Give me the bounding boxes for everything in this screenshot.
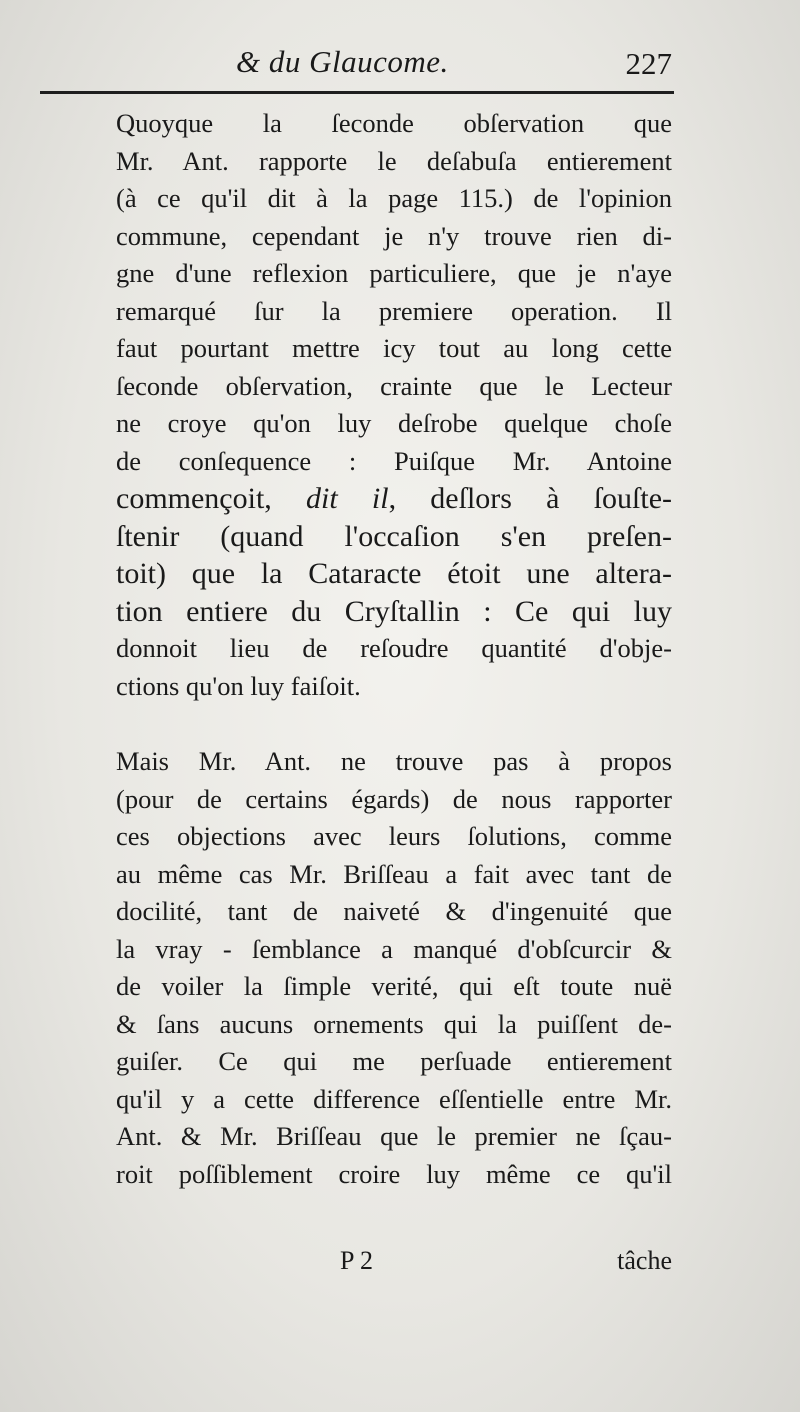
text-line-large: ſtenir (quand l'occaſion s'en preſen- [116, 519, 672, 553]
text-line: Ant. & Mr. Briſſeau que le premier ne ſçau- [116, 1121, 672, 1151]
text-line: docilité, tant de naiveté & d'ingenuité que [116, 896, 672, 926]
text-line: ctions qu'on luy faiſoit. [116, 670, 361, 701]
running-head: & du Glaucome. [236, 44, 449, 79]
text-line: donnoit lieu de reſoudre quantité d'obje- [116, 633, 672, 663]
text-line-large [44, 480, 672, 518]
text-line: Quoyque la ſeconde obſervation que [116, 108, 672, 138]
paragraph-1 [44, 105, 672, 705]
text-line: ſeconde obſervation, crainte que le Lecteur [116, 370, 672, 401]
text-fragment: commençoit, [116, 482, 272, 515]
text-line: roit poſſiblement croire luy même ce qu'il [116, 1158, 672, 1189]
text-line: (pour de certains égards) de nous rapporter [116, 783, 672, 814]
text-line: qu'il y a cette difference eſſentielle entre Mr. [116, 1083, 672, 1114]
text-line: ne croye qu'on luy deſrobe quelque choſe [116, 408, 672, 438]
catchword: tâche [617, 1246, 672, 1275]
paragraph-2 [44, 743, 672, 1193]
italic-fragment: dit il [306, 482, 389, 515]
text-line: de conſequence : Puiſque Mr. Antoine [116, 445, 672, 476]
text-line: Mais Mr. Ant. ne trouve pas à propos [116, 746, 672, 776]
page-number: 227 [625, 46, 672, 81]
text-line: & ſans aucuns ornements qui la puiſſent de- [116, 1008, 672, 1039]
body-text [44, 105, 672, 1193]
page-header [40, 44, 672, 90]
text-line: de voiler la ſimple verité, qui eſt toute nuë [116, 971, 672, 1001]
header-rule [40, 91, 674, 94]
text-line: gne d'une reflexion particuliere, que je n'aye [116, 258, 672, 288]
text-line: faut pourtant mettre icy tout au long cette [116, 333, 672, 363]
text-line: (à ce qu'il dit à la page 115.) de l'opinion [116, 183, 672, 213]
text-line-large: tion entiere du Cryſtallin : Ce qui luy [116, 594, 672, 628]
text-line: remarqué ſur la premiere operation. Il [116, 295, 672, 326]
text-line: guiſer. Ce qui me perſuade entierement [116, 1046, 672, 1076]
text-line-large: toit) que la Cataracte étoit une altera- [116, 557, 672, 590]
text-line: commune, cependant je n'y trouve rien di- [116, 220, 672, 251]
text-line: au même cas Mr. Briſſeau a fait avec tant de [116, 858, 672, 889]
text-line: la vray - ſemblance a manqué d'obſcurcir & [116, 933, 672, 964]
text-line: ces objections avec leurs ſolutions, comme [116, 821, 672, 851]
signature-mark: P 2 [340, 1246, 373, 1275]
text-line: Mr. Ant. rapporte le deſabuſa entierement [116, 145, 672, 176]
text-fragment: , deſlors à ſouſte- [388, 482, 673, 515]
